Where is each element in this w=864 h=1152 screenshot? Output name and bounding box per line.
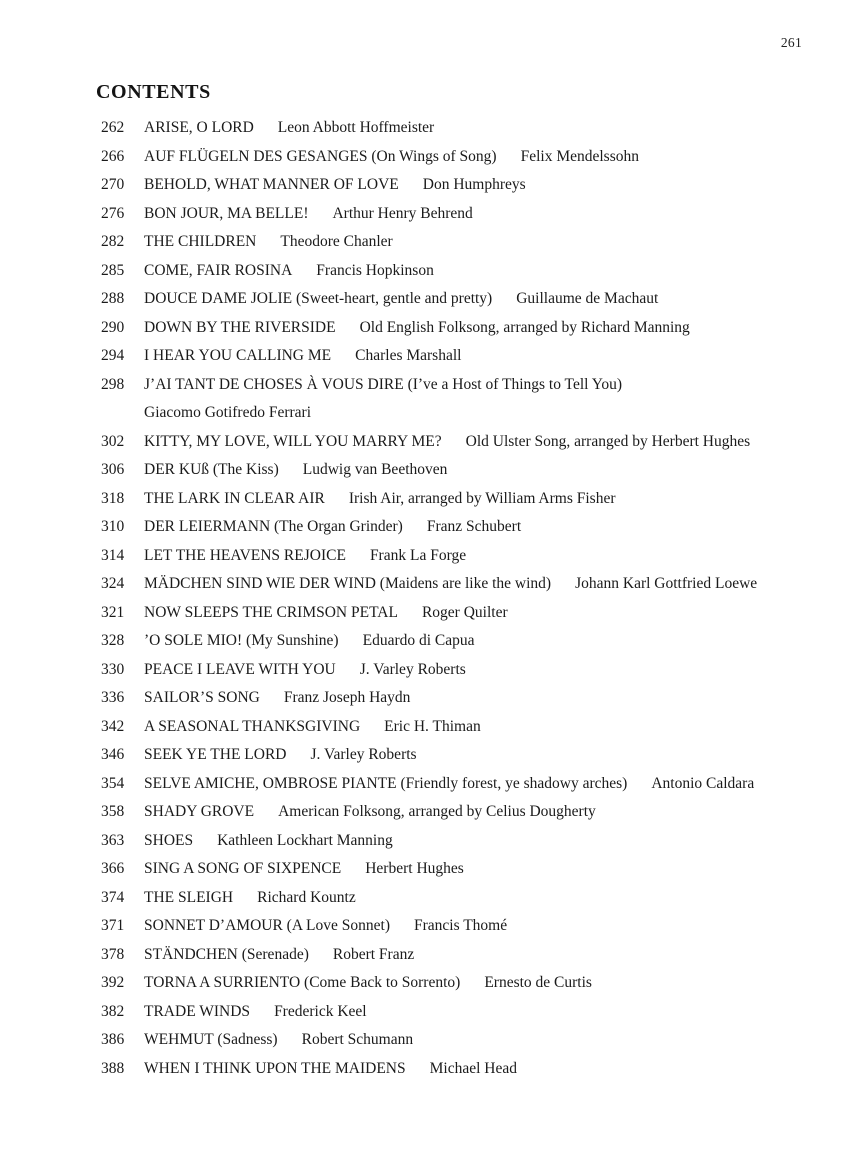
entry-page-number: 298 — [101, 375, 125, 393]
entry-composer: Roger Quilter — [421, 603, 508, 621]
entry-title: J’AI TANT DE CHOSES À VOUS DIRE (I’ve a Host of Things to Tell You) — [144, 375, 623, 393]
entry-page-number: 266 — [101, 147, 125, 165]
entry-title: DOUCE DAME JOLIE (Sweet-heart, gentle and pretty) — [144, 290, 493, 307]
toc-entry — [101, 912, 844, 941]
entry-content — [144, 342, 844, 371]
contents-heading: CONTENTS — [96, 81, 211, 103]
entry-content — [144, 1055, 844, 1084]
entry-composer: J. Varley Roberts — [310, 746, 417, 763]
entry-composer: Michael Head — [429, 1059, 517, 1077]
toc-entry — [101, 1055, 844, 1084]
entry-composer: Leon Abbott Hoffmeister — [277, 119, 435, 136]
toc-entry — [101, 513, 844, 542]
entry-content — [144, 200, 844, 229]
entry-composer: Ludwig van Beethoven — [302, 461, 448, 478]
toc-entry — [101, 570, 844, 599]
entry-page-number: 302 — [101, 432, 125, 450]
entry-composer: Richard Kountz — [257, 888, 356, 906]
entry-content — [144, 941, 844, 970]
entry-composer: Herbert Hughes — [365, 860, 464, 877]
entry-page-number: 358 — [101, 803, 125, 820]
entry-title: MÄDCHEN SIND WIE DER WIND (Maidens are like the wind) — [144, 575, 552, 592]
entry-title: STÄNDCHEN (Serenade) — [144, 945, 309, 963]
entry-content — [144, 456, 844, 485]
entry-composer: Antonio Caldara — [651, 774, 755, 792]
entry-content — [144, 257, 844, 286]
toc-entry — [101, 428, 844, 457]
entry-content — [144, 912, 844, 941]
entry-content — [144, 741, 844, 770]
entry-page-number: 310 — [101, 518, 125, 535]
entry-page-number: 290 — [101, 318, 125, 336]
toc-entry — [101, 770, 844, 799]
entry-page-number: 288 — [101, 290, 125, 307]
toc-entry — [101, 257, 844, 286]
entry-composer: Charles Marshall — [355, 347, 462, 364]
entry-composer: Eduardo di Capua — [362, 632, 475, 649]
entry-composer: Frederick Keel — [274, 1002, 367, 1020]
toc-entry — [101, 143, 844, 172]
entry-page-number: 321 — [101, 603, 125, 621]
entry-page-number: 276 — [101, 204, 125, 222]
entry-content — [144, 599, 844, 628]
entry-composer: Old English Folksong, arranged by Richard Manning — [359, 318, 690, 336]
entry-title: ARISE, O LORD — [144, 119, 254, 136]
entry-composer: American Folksong, arranged by Celius Dougherty — [278, 803, 596, 820]
entry-content — [144, 684, 844, 713]
toc-entry — [101, 171, 844, 200]
toc-entry — [101, 314, 844, 343]
entry-title: KITTY, MY LOVE, WILL YOU MARRY ME? — [144, 432, 442, 450]
toc-entry — [101, 998, 844, 1027]
entry-composer: Arthur Henry Behrend — [332, 204, 473, 222]
toc-entry — [101, 684, 844, 713]
entry-content — [144, 1026, 844, 1055]
toc-entry — [101, 941, 844, 970]
entry-page-number: 306 — [101, 461, 125, 478]
toc-entry — [101, 542, 844, 571]
entry-content — [144, 570, 844, 599]
entry-content — [144, 713, 844, 742]
entry-title: SELVE AMICHE, OMBROSE PIANTE (Friendly forest, ye shadowy arches) — [144, 774, 628, 792]
entry-page-number: 314 — [101, 546, 125, 564]
entry-composer: Old Ulster Song, arranged by Herbert Hughes — [465, 432, 751, 450]
entry-content — [144, 143, 844, 172]
toc-entry — [101, 656, 844, 685]
entry-title: LET THE HEAVENS REJOICE — [144, 546, 346, 564]
entry-composer: Francis Thomé — [413, 917, 508, 934]
entry-composer: Frank La Forge — [369, 546, 467, 564]
entry-composer: Eric H. Thiman — [384, 717, 481, 735]
entry-title: SING A SONG OF SIXPENCE — [144, 860, 342, 877]
entry-composer: Franz Joseph Haydn — [283, 689, 411, 706]
entry-page-number: 328 — [101, 632, 125, 649]
toc-entry — [101, 741, 844, 770]
entry-page-number: 374 — [101, 888, 125, 906]
entry-composer: Johann Karl Gottfried Loewe — [575, 575, 758, 592]
entry-title: COME, FAIR ROSINA — [144, 261, 293, 279]
entry-composer: Ernesto de Curtis — [484, 974, 592, 991]
entry-title: DOWN BY THE RIVERSIDE — [144, 318, 336, 336]
entry-content — [144, 855, 844, 884]
entry-composer: Giacomo Gotifredo Ferrari — [144, 404, 311, 421]
toc-entry — [101, 713, 844, 742]
toc-entry — [101, 114, 844, 143]
entry-content — [144, 371, 844, 428]
entry-title: A SEASONAL THANKSGIVING — [144, 717, 361, 735]
entry-composer: Theodore Chanler — [280, 233, 393, 250]
entry-content — [144, 228, 844, 257]
toc-entry — [101, 827, 844, 856]
entry-composer: Don Humphreys — [422, 176, 526, 193]
entry-content — [144, 627, 844, 656]
entry-page-number: 270 — [101, 176, 125, 193]
entry-content — [144, 513, 844, 542]
toc-entry — [101, 969, 844, 998]
entry-page-number: 318 — [101, 489, 125, 507]
entry-page-number: 262 — [101, 119, 125, 136]
entry-page-number: 342 — [101, 717, 125, 735]
entry-content — [144, 314, 844, 343]
entry-title: WHEN I THINK UPON THE MAIDENS — [144, 1059, 406, 1077]
entry-title: SEEK YE THE LORD — [144, 746, 287, 763]
entry-composer: Irish Air, arranged by William Arms Fisher — [348, 489, 616, 507]
entry-title: SHADY GROVE — [144, 803, 255, 820]
entry-composer: Robert Franz — [332, 945, 415, 963]
entry-content — [144, 656, 844, 685]
entry-title: DER LEIERMANN (The Organ Grinder) — [144, 518, 403, 535]
entry-composer: Robert Schumann — [301, 1031, 414, 1048]
toc-entry — [101, 456, 844, 485]
entry-title: ’O SOLE MIO! (My Sunshine) — [144, 632, 339, 649]
entry-title: TORNA A SURRIENTO (Come Back to Sorrento) — [144, 974, 461, 991]
toc-entry — [101, 884, 844, 913]
entry-page-number: 282 — [101, 233, 125, 250]
entry-title: TRADE WINDS — [144, 1002, 251, 1020]
entry-composer: Franz Schubert — [426, 518, 522, 535]
entry-content — [144, 884, 844, 913]
entry-title: BEHOLD, WHAT MANNER OF LOVE — [144, 176, 399, 193]
entry-title: DER KUß (The Kiss) — [144, 461, 279, 478]
toc-entry — [101, 200, 844, 229]
entry-title: THE SLEIGH — [144, 888, 234, 906]
toc-list — [101, 114, 844, 1083]
entry-page-number: 386 — [101, 1031, 125, 1048]
entry-title: SONNET D’AMOUR (A Love Sonnet) — [144, 917, 390, 934]
entry-content — [144, 770, 844, 799]
entry-title: SAILOR’S SONG — [144, 689, 260, 706]
entry-content — [144, 969, 844, 998]
entry-content — [144, 171, 844, 200]
toc-entry — [101, 1026, 844, 1055]
entry-title: THE LARK IN CLEAR AIR — [144, 489, 325, 507]
entry-page-number: 330 — [101, 660, 125, 678]
entry-page-number: 294 — [101, 347, 125, 364]
entry-content — [144, 827, 844, 856]
entry-page-number: 346 — [101, 746, 125, 763]
entry-title: THE CHILDREN — [144, 233, 257, 250]
entry-page-number: 392 — [101, 974, 125, 991]
entry-content — [144, 542, 844, 571]
entry-title: NOW SLEEPS THE CRIMSON PETAL — [144, 603, 398, 621]
entry-page-number: 382 — [101, 1002, 125, 1020]
entry-content — [144, 428, 844, 457]
entry-page-number: 378 — [101, 945, 125, 963]
entry-composer: Kathleen Lockhart Manning — [217, 831, 393, 849]
entry-page-number: 363 — [101, 831, 125, 849]
entry-page-number: 336 — [101, 689, 125, 706]
entry-content — [144, 485, 844, 514]
entry-page-number: 371 — [101, 917, 125, 934]
entry-title: PEACE I LEAVE WITH YOU — [144, 660, 336, 678]
entry-page-number: 354 — [101, 774, 125, 792]
entry-page-number: 324 — [101, 575, 125, 592]
toc-entry — [101, 485, 844, 514]
toc-entry — [101, 285, 844, 314]
entry-composer: J. Varley Roberts — [359, 660, 466, 678]
entry-composer: Felix Mendelssohn — [520, 147, 639, 165]
entry-page-number: 285 — [101, 261, 125, 279]
entry-title: SHOES — [144, 831, 194, 849]
page-number: 261 — [780, 35, 802, 50]
entry-page-number: 388 — [101, 1059, 125, 1077]
entry-title: WEHMUT (Sadness) — [144, 1031, 278, 1048]
entry-composer: Guillaume de Machaut — [516, 290, 659, 307]
entry-content — [144, 798, 844, 827]
toc-entry — [101, 627, 844, 656]
entry-title: AUF FLÜGELN DES GESANGES (On Wings of Song) — [144, 147, 497, 165]
entry-page-number: 366 — [101, 860, 125, 877]
entry-title: I HEAR YOU CALLING ME — [144, 347, 332, 364]
toc-entry — [101, 342, 844, 371]
entry-content — [144, 114, 844, 143]
toc-entry — [101, 798, 844, 827]
entry-content — [144, 998, 844, 1027]
entry-title: BON JOUR, MA BELLE! — [144, 204, 309, 222]
toc-entry — [101, 371, 844, 428]
entry-content — [144, 285, 844, 314]
toc-entry — [101, 855, 844, 884]
toc-entry — [101, 228, 844, 257]
toc-entry — [101, 599, 844, 628]
entry-composer: Francis Hopkinson — [316, 261, 434, 279]
